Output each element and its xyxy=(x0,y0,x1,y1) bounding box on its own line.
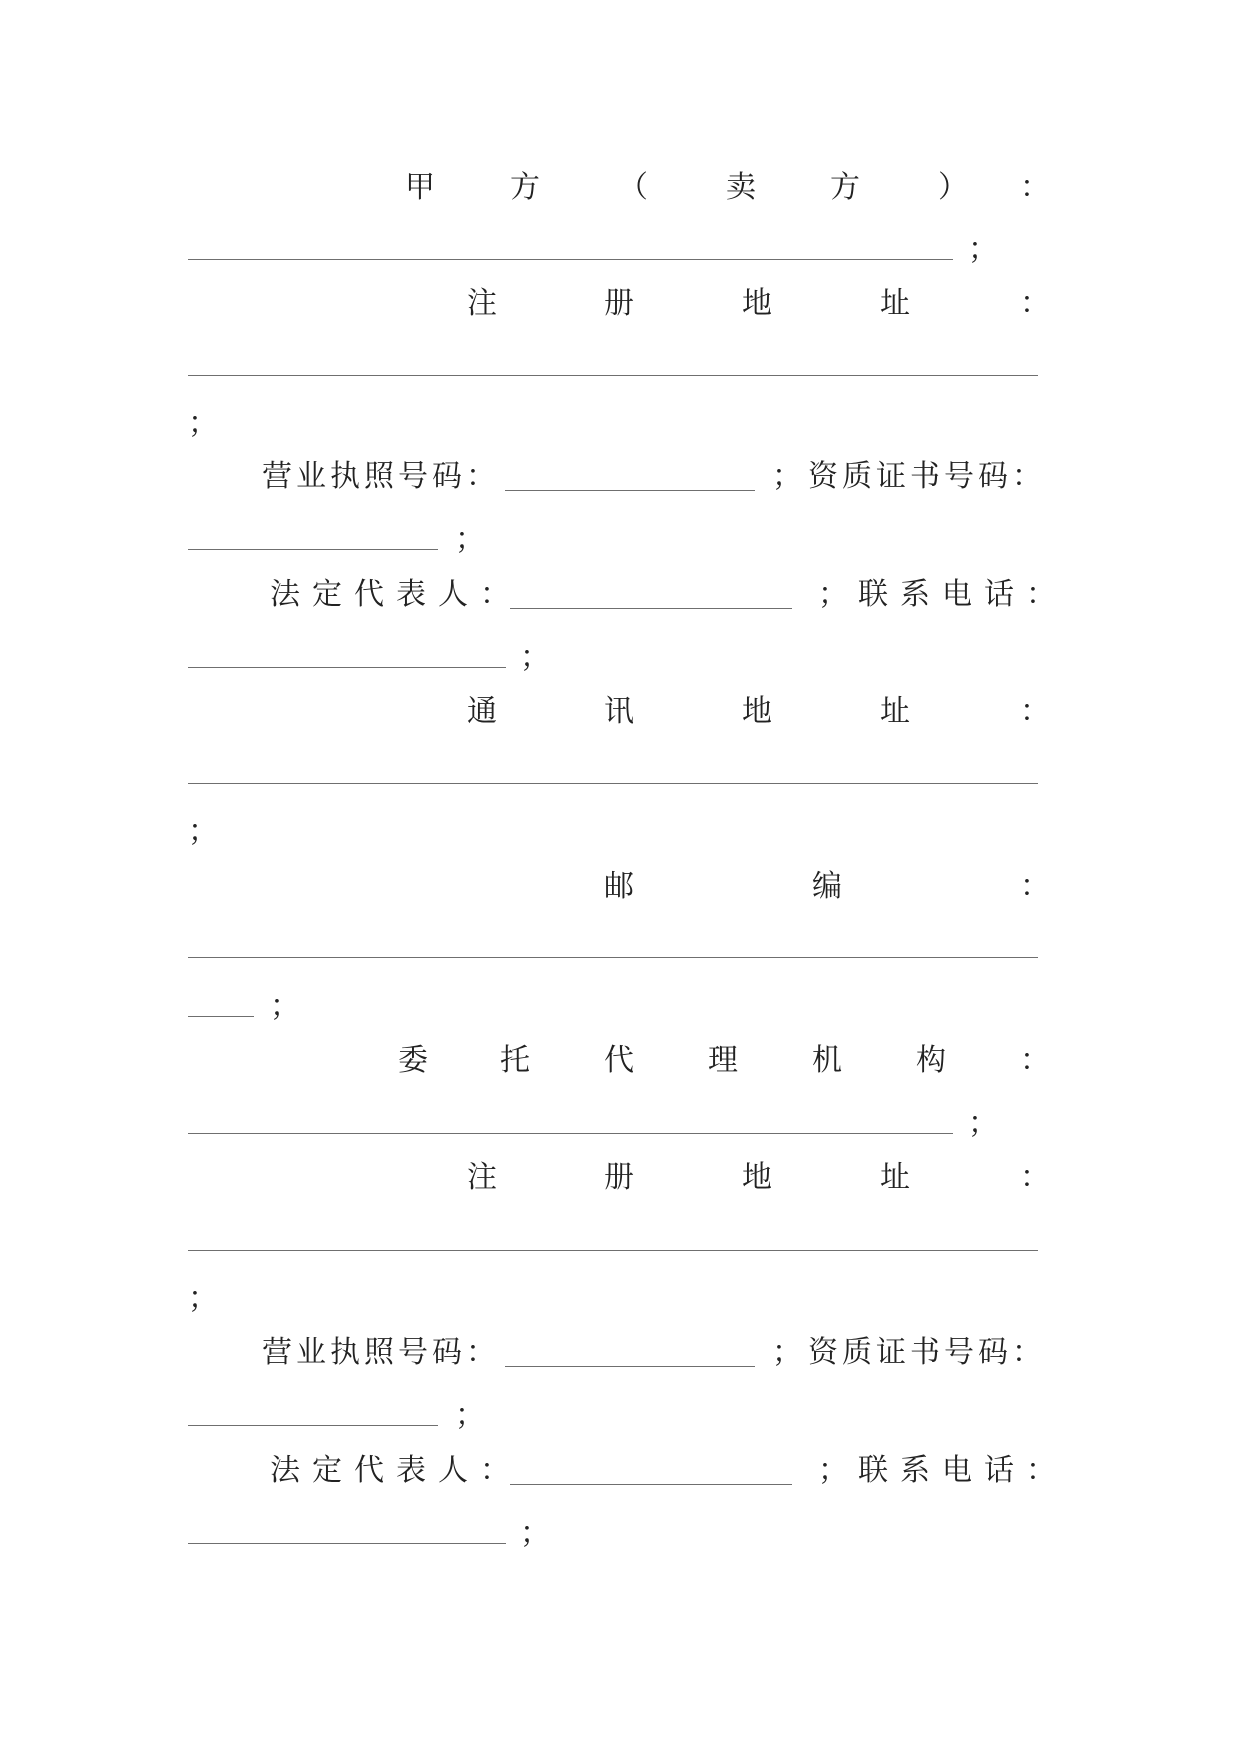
legal-rep-fill-line[interactable] xyxy=(510,608,792,609)
mail-address-label-char: 址 xyxy=(880,694,910,729)
agent-label-char: 托 xyxy=(500,1043,530,1078)
reg-address-label-char: 注 xyxy=(467,286,497,321)
postcode-semicolon: ； xyxy=(270,989,300,1024)
business-license-label: 营业执照号码： xyxy=(262,1335,500,1370)
contact-phone-semicolon: ； xyxy=(520,1516,550,1551)
party-a-label-char: 方 xyxy=(510,170,540,205)
agent-label-char: 委 xyxy=(398,1043,428,1078)
business-license-semicolon: ； xyxy=(772,459,802,494)
business-license-semicolon: ； xyxy=(772,1335,802,1370)
postcode-fill-line-cont[interactable] xyxy=(188,1016,254,1017)
qualification-cert-semicolon: ； xyxy=(455,522,485,557)
agent-colon: ： xyxy=(1020,1043,1050,1078)
mail-address-label-char: 讯 xyxy=(604,694,634,729)
agent-fill-line[interactable] xyxy=(188,1133,953,1134)
party-a-fill-line[interactable] xyxy=(188,259,953,260)
party-a-label-char: 方 xyxy=(830,170,860,205)
reg-address-label-char: 册 xyxy=(604,1160,634,1195)
qualification-cert-fill-line[interactable] xyxy=(188,1425,438,1426)
business-license-fill-line[interactable] xyxy=(505,490,755,491)
legal-rep-label: 法定代表人： xyxy=(270,1453,522,1488)
party-a-label-char: 卖 xyxy=(726,170,756,205)
reg-address-label-char: 注 xyxy=(467,1160,497,1195)
reg-address-colon: ： xyxy=(1020,1160,1050,1195)
mail-address-label-char: 地 xyxy=(742,694,772,729)
party-a-label-char: 甲 xyxy=(405,170,435,205)
qualification-cert-semicolon: ； xyxy=(455,1398,485,1433)
reg-address-fill-line[interactable] xyxy=(188,1250,1038,1251)
contact-phone-label: 联系电话： xyxy=(858,577,1068,612)
party-a-colon: ： xyxy=(1020,170,1050,205)
contact-phone-semicolon: ； xyxy=(520,640,550,675)
qualification-cert-label: 资质证书号码： xyxy=(808,1335,1046,1370)
mail-address-label-char: 通 xyxy=(467,694,497,729)
qualification-cert-fill-line[interactable] xyxy=(188,549,438,550)
reg-address-label-char: 地 xyxy=(742,1160,772,1195)
reg-address-label-char: 址 xyxy=(880,286,910,321)
reg-address-semicolon: ； xyxy=(188,1281,218,1316)
agent-label-char: 理 xyxy=(708,1043,738,1078)
reg-address-label-char: 地 xyxy=(742,286,772,321)
reg-address-label-char: 册 xyxy=(604,286,634,321)
contact-phone-fill-line[interactable] xyxy=(188,1543,506,1544)
reg-address-label-char: 址 xyxy=(880,1160,910,1195)
agent-label-char: 构 xyxy=(916,1043,946,1078)
postcode-fill-line[interactable] xyxy=(188,957,1038,958)
mail-address-colon: ： xyxy=(1020,694,1050,729)
postcode-colon: ： xyxy=(1020,869,1050,904)
mail-address-semicolon: ； xyxy=(188,814,218,849)
agent-label-char: 机 xyxy=(812,1043,842,1078)
reg-address-colon: ： xyxy=(1020,286,1050,321)
party-a-label-char: （ xyxy=(618,170,648,205)
agent-semicolon: ； xyxy=(968,1106,998,1141)
agent-label-char: 代 xyxy=(604,1043,634,1078)
mail-address-fill-line[interactable] xyxy=(188,783,1038,784)
legal-rep-label: 法定代表人： xyxy=(270,577,522,612)
postcode-label-char: 编 xyxy=(812,869,842,904)
qualification-cert-label: 资质证书号码： xyxy=(808,459,1046,494)
business-license-label: 营业执照号码： xyxy=(262,459,500,494)
legal-rep-fill-line[interactable] xyxy=(510,1484,792,1485)
reg-address-semicolon: ； xyxy=(188,406,218,441)
reg-address-fill-line[interactable] xyxy=(188,375,1038,376)
party-a-label-char: ） xyxy=(938,170,968,205)
legal-rep-semicolon: ； xyxy=(818,1453,848,1488)
contact-phone-fill-line[interactable] xyxy=(188,667,506,668)
legal-rep-semicolon: ； xyxy=(818,577,848,612)
party-a-semicolon: ； xyxy=(968,232,998,267)
business-license-fill-line[interactable] xyxy=(505,1366,755,1367)
postcode-label-char: 邮 xyxy=(604,869,634,904)
contact-phone-label: 联系电话： xyxy=(858,1453,1068,1488)
